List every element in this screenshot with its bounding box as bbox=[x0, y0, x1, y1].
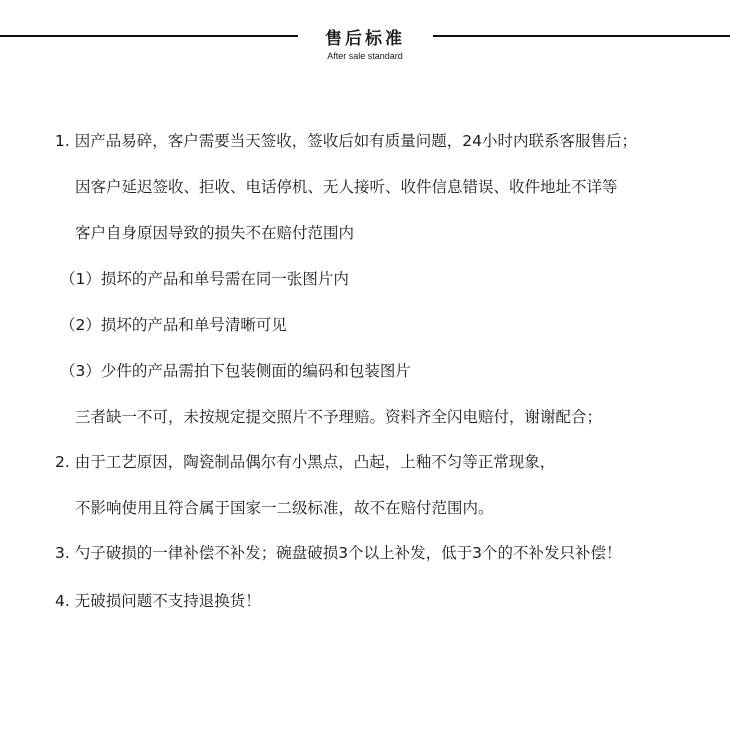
policy-line-6: （3）少件的产品需拍下包装侧面的编码和包装图片 bbox=[60, 362, 411, 380]
page-subtitle: After sale standard bbox=[327, 51, 403, 61]
policy-line-3: 客户自身原因导致的损失不在赔付范围内 bbox=[75, 224, 355, 242]
policy-line-7: 三者缺一不可，未按规定提交照片不予理赔。资料齐全闪电赔付，谢谢配合； bbox=[75, 408, 603, 426]
policy-line-1: 1. 因产品易碎，客户需要当天签收，签收后如有质量问题，24小时内联系客服售后； bbox=[55, 132, 637, 150]
page-title: 售后标准 bbox=[325, 29, 405, 49]
policy-line-4: （1）损坏的产品和单号需在同一张图片内 bbox=[60, 270, 349, 288]
policy-line-10: 3. 勺子破损的一律补偿不补发；碗盘破损3个以上补发，低于3个的不补发只补偿！ bbox=[55, 544, 622, 562]
policy-line-5: （2）损坏的产品和单号清晰可见 bbox=[60, 316, 287, 334]
policy-line-11: 4. 无破损问题不支持退换货！ bbox=[55, 592, 261, 610]
policy-line-8: 2. 由于工艺原因，陶瓷制品偶尔有小黑点，凸起，上釉不匀等正常现象， bbox=[55, 453, 556, 471]
policy-line-2: 因客户延迟签收、拒收、电话停机、无人接听、收件信息错误、收件地址不详等 bbox=[75, 178, 618, 196]
policy-line-9: 不影响使用且符合属于国家一二级标准，故不在赔付范围内。 bbox=[75, 499, 494, 517]
